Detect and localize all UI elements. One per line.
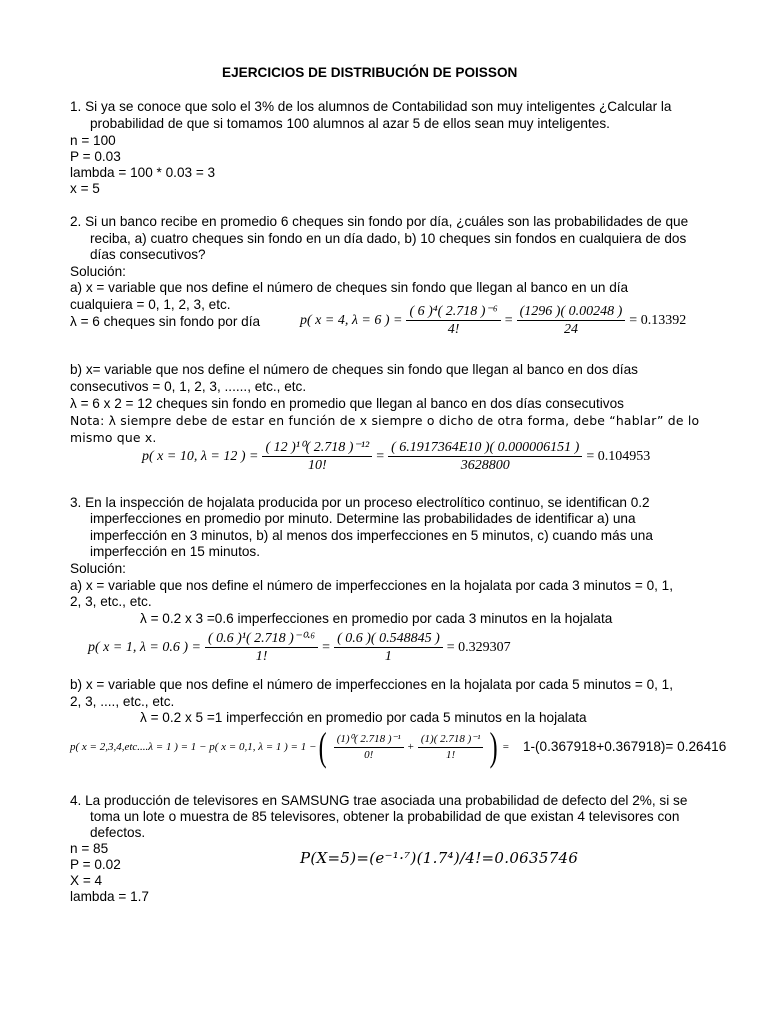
ex2-statement-line1: 2. Si un banco recibe en promedio 6 cheques sin fondo por día, ¿cuáles son las probabilidades de que (70, 214, 689, 229)
ex3-b-line1: b) x = variable que nos define el número de imperfecciones en la hojalata por cada 5 minutos = 0, 1, (70, 677, 674, 692)
ex3-statement-line3: imperfección en 3 minutos, b) al menos dos imperfecciones en 5 minutos, c) cuando más una (90, 528, 653, 543)
ex2-b-eq-result: = 0.104953 (586, 448, 651, 464)
ex3-b-eq-num2: (1)( 2.718 )⁻¹ (418, 733, 484, 748)
ex2-a-eq-num1: ( 6 )⁴( 2.718 )⁻⁶ (406, 304, 500, 321)
ex2-statement-line2: reciba, a) cuatro cheques sin fondo en un día dado, b) 10 cheques sin fondos en cualquiera de dos (90, 231, 687, 246)
ex1-value-p: P = 0.03 (70, 149, 121, 164)
ex4-value-p: P = 0.02 (70, 857, 121, 872)
ex4-value-n: n = 85 (70, 841, 109, 856)
ex2-a-equation (300, 304, 686, 337)
ex3-a-eq-den1: 1! (255, 649, 268, 664)
ex2-note-line2: mismo que x. (70, 430, 157, 445)
ex2-b-lambda: λ = 6 x 2 = 12 cheques sin fondo en promedio que llegan al banco en dos días consecutivos (70, 396, 624, 411)
ex1-value-lambda: lambda = 100 * 0.03 = 3 (70, 165, 216, 180)
ex4-statement-line2: toma un lote o muestra de 85 televisores, obtener la probabilidad de que existan 4 televisores con (90, 809, 680, 824)
ex2-a-line1: a) x = variable que nos define el número de cheques sin fondo que llegan al banco en un día (70, 280, 629, 295)
ex2-a-line2: cualquiera = 0, 1, 2, 3, etc. (70, 297, 231, 312)
ex2-solution-label: Solución: (70, 264, 126, 279)
ex1-statement-line2: probabilidad de que si tomamos 100 alumnos al azar 5 de ellos sean muy inteligentes. (90, 116, 610, 131)
ex3-b-close-paren: ) (490, 724, 499, 769)
ex3-b-eq-result: 1-(0.367918+0.367918)= 0.26416 (522, 739, 727, 754)
document-title: EJERCICIOS DE DISTRIBUCIÓN DE POISSON (222, 65, 518, 80)
ex4-value-lambda: lambda = 1.7 (70, 889, 149, 904)
ex2-b-eq-num1: ( 12 )¹⁰( 2.718 )⁻¹² (262, 440, 372, 457)
ex2-b-equation (142, 440, 650, 473)
ex3-a-eq-lhs: p( x = 1, λ = 0.6 ) = (88, 639, 201, 655)
ex3-a-lambda: λ = 0.2 x 3 =0.6 imperfecciones en promedio por cada 3 minutos en la hojalata (140, 611, 613, 626)
ex3-a-line1: a) x = variable que nos define el número de imperfecciones en la hojalata por cada 3 minutos = 0, 1, (70, 578, 674, 593)
ex3-b-eq-num1: (1)⁰( 2.718 )⁻¹ (334, 733, 404, 748)
ex2-b-eq-den2: 3628800 (460, 458, 510, 473)
ex3-a-eq-equals: = (322, 639, 331, 655)
ex3-b-eq-lhs: p( x = 2,3,4,etc....λ = 1 ) = 1 − p( x = 0,1, λ = 1 ) = 1 − (70, 741, 317, 753)
ex2-b-eq-den1: 10! (307, 458, 327, 473)
ex1-statement-line1: 1. Si ya se conoce que solo el 3% de los alumnos de Contabilidad son muy inteligentes ¿Calcular la (70, 99, 672, 114)
ex4-value-x: X = 4 (70, 873, 103, 888)
ex2-b-line2: consecutivos = 0, 1, 2, 3, ......, etc., etc. (70, 379, 307, 394)
ex3-b-eq-den2: 1! (446, 748, 456, 761)
ex2-a-eq-num2: (1296 )( 0.00248 ) (517, 304, 626, 321)
ex4-statement-line3: defectos. (90, 825, 146, 840)
ex2-note-line1: Nota: λ siempre debe de estar en función de x siempre o dicho de otra forma, debe “hablar” de lo (70, 413, 700, 428)
ex3-b-lambda: λ = 0.2 x 5 =1 imperfección en promedio por cada 5 minutos en la hojalata (140, 710, 587, 725)
ex3-statement-line1: 3. En la inspección de hojalata producida por un proceso electrolítico continuo, se identifican 0.2 (70, 495, 650, 510)
ex4-statement-line1: 4. La producción de televisores en SAMSUNG trae asociada una probabilidad de defecto del 2%, si se (70, 793, 688, 808)
ex3-a-equation (88, 631, 511, 664)
ex2-b-line1: b) x= variable que nos define el número de cheques sin fondo que llegan al banco en dos días (70, 362, 638, 377)
ex2-a-eq-den1: 4! (447, 322, 460, 337)
ex3-a-eq-result: = 0.329307 (446, 639, 511, 655)
ex1-value-x: x = 5 (70, 181, 100, 196)
ex2-a-eq-den2: 24 (563, 322, 578, 337)
ex1-value-n: n = 100 (70, 133, 116, 148)
ex3-b-open-paren: ( (319, 724, 328, 769)
ex2-b-eq-lhs: p( x = 10, λ = 12 ) = (142, 448, 259, 464)
ex3-b-line2: 2, 3, ...., etc., etc. (70, 694, 175, 709)
ex3-statement-line4: imperfección en 15 minutos. (90, 544, 261, 559)
ex3-solution-label: Solución: (70, 561, 126, 576)
ex3-b-eq-equals: = (502, 741, 509, 753)
ex2-b-eq-num2: ( 6.1917364E10 )( 0.000006151 ) (388, 440, 582, 457)
ex3-b-equation (70, 724, 727, 769)
ex3-b-eq-den1: 0! (364, 748, 374, 761)
ex3-a-eq-den2: 1 (384, 649, 392, 664)
ex2-statement-line3: días consecutivos? (90, 247, 206, 262)
ex3-a-eq-num1: ( 0.6 )¹( 2.718 )⁻⁰·⁶ (205, 631, 318, 648)
ex2-a-eq-lhs: p( x = 4, λ = 6 ) = (300, 312, 403, 328)
ex2-a-eq-result: = 0.13392 (629, 312, 687, 328)
ex2-b-eq-equals: = (376, 448, 385, 464)
ex2-a-eq-equals: = (504, 312, 513, 328)
ex3-a-line2: 2, 3, etc., etc. (70, 594, 152, 609)
ex2-a-lambda: λ = 6 cheques sin fondo por día (70, 314, 261, 329)
ex3-statement-line2: imperfecciones en promedio por minuto. Determine las probabilidades de identificar a) una (90, 511, 636, 526)
ex3-b-eq-plus: + (407, 741, 414, 753)
ex3-a-eq-num2: ( 0.6 )( 0.548845 ) (334, 631, 443, 648)
ex4-equation: P(X=5)=(e⁻¹·⁷)(1.7⁴)/4!=0.0635746 (300, 849, 579, 867)
